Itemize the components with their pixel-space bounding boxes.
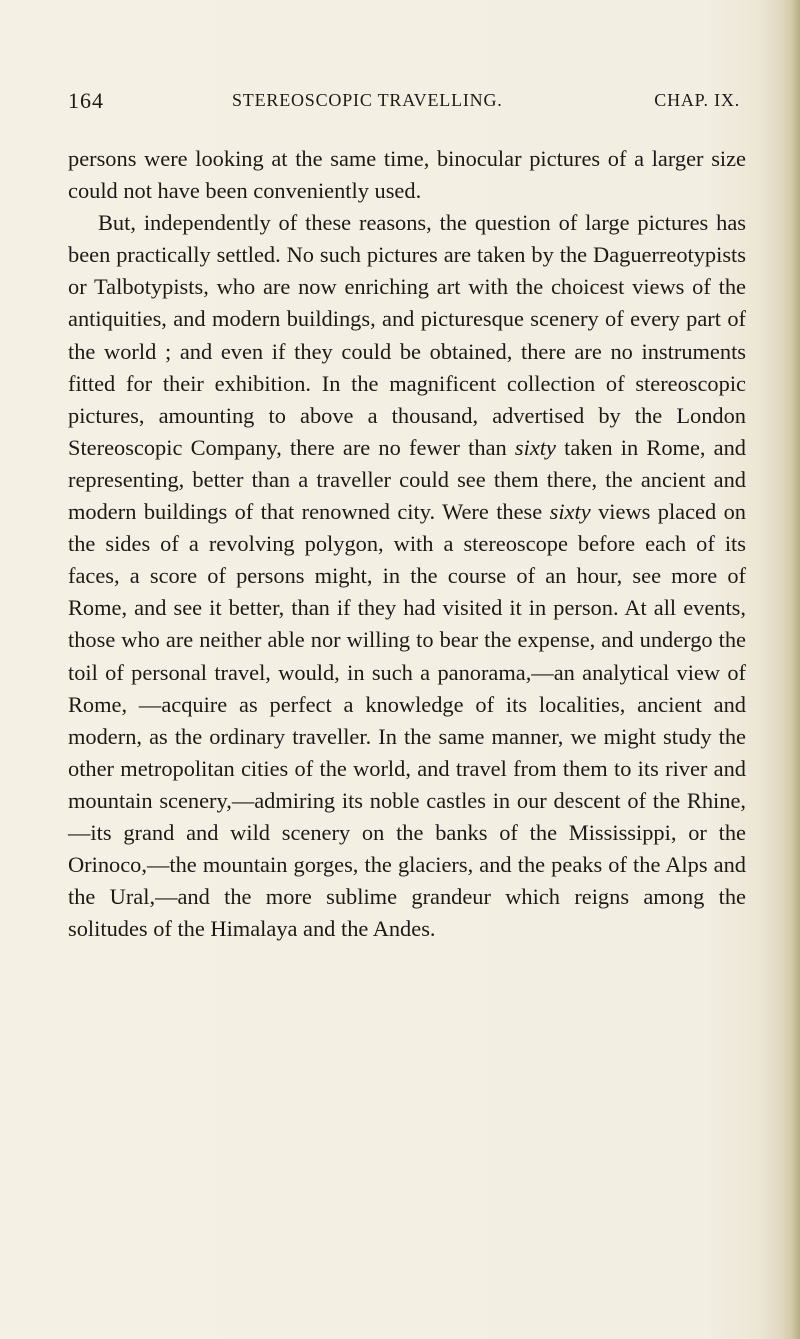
page-number: 164 xyxy=(68,88,104,113)
paragraph-1: persons were looking at the same time, binocular pictures of a larger size could not have been conveniently used. xyxy=(68,146,746,204)
italic-sixty-2: sixty xyxy=(549,499,591,525)
paragraph-2 xyxy=(68,207,746,945)
paragraph-2-part-2: taken in Rome, and representing, better than a traveller could see them there, the ancient and modern buildings of that renowned city. Were these xyxy=(68,434,746,525)
italic-sixty-1: sixty xyxy=(514,434,556,460)
chapter-label: CHAP. IX. xyxy=(654,90,740,110)
paragraph-2-part-1: But, independently of these reasons, the question of large pictures has been practically settled. No such pictures are taken by the Daguerreotypists or Talbotypists, who are now enriching art with the choicest views of the antiquities, and modern buildings, and picturesque scenery of every part of the world ; and even if they could be obtained, there are no instruments fitted for their exhibition. In the magnificent collection of stereoscopic pictures, amounting to above a thousand, advertised by the London Stereoscopic Company, there are no fewer than xyxy=(68,210,746,460)
paragraph-2-part-3: views placed on the sides of a revolving polygon, with a stereoscope before each of its faces, a score of persons might, in the course of an hour, see more of Rome, and see it better, than if they had visited it in person. At all events, those who are neither able nor willing to bear the expense, and undergo the toil of personal travel, would, in such a panorama,—an analytical view of Rome, —acquire as perfect a knowledge of its localities, ancient and modern, as the ordinary traveller. In the same manner, we might study the other metropolitan cities of the world, and travel from them to its river and mountain scenery,—admiring its noble castles in our descent of the Rhine,—its grand and wild scenery on the banks of the Mississippi, or the Orinoco,—the mountain gorges, the glaciers, and the peaks of the Alps and the Ural,—and the more sublime grandeur which reigns among the solitudes of the Himalaya and the Andes. xyxy=(68,499,746,942)
running-head: STEREOSCOPIC TRAVELLING. xyxy=(232,90,503,110)
page-header xyxy=(68,88,740,124)
page-edge-shadow xyxy=(782,0,800,1339)
body-text xyxy=(68,143,746,945)
